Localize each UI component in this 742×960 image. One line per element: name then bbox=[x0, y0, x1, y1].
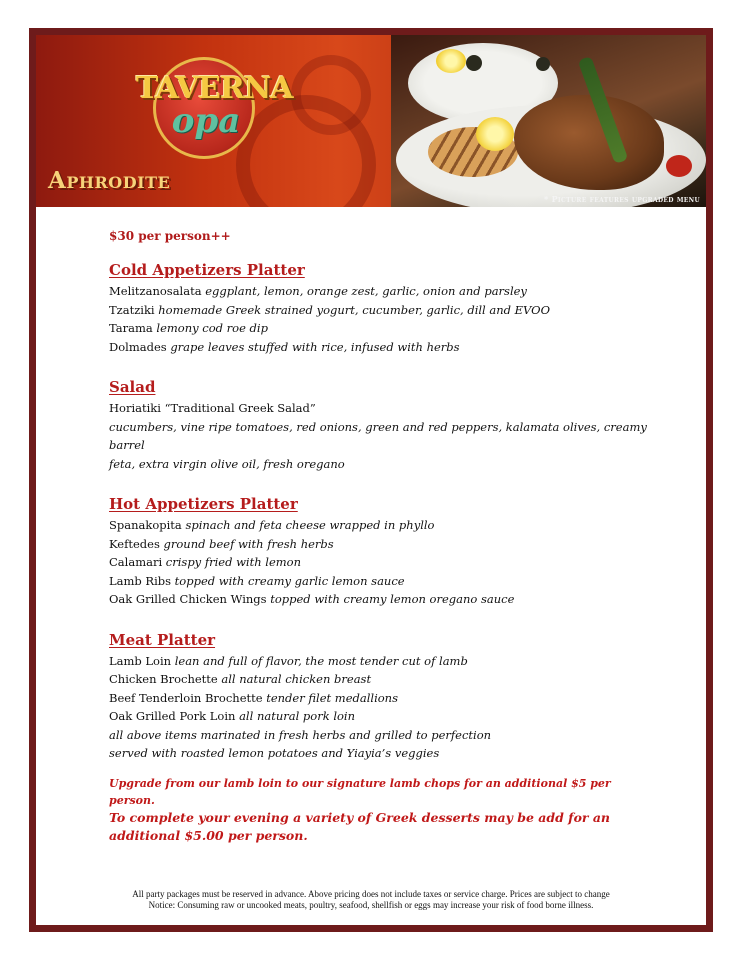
item-desc: lean and full of flavor, the most tender cut of lamb bbox=[174, 653, 468, 668]
menu-item: Horiatiki “Traditional Greek Salad” bbox=[109, 401, 316, 415]
menu-item bbox=[109, 301, 649, 320]
section-meat-platter bbox=[109, 631, 649, 763]
section-title: Meat Platter bbox=[109, 630, 216, 649]
platter-note: all above items marinated in fresh herbs and grilled to perfection bbox=[109, 727, 492, 742]
menu-item bbox=[109, 516, 649, 535]
item-name: Lamb Ribs bbox=[109, 573, 172, 588]
item-name: Keftedes bbox=[109, 536, 160, 551]
item-name: Lamb Loin bbox=[109, 653, 172, 668]
platter-note: served with roasted lemon potatoes and Yiayia’s veggies bbox=[109, 746, 440, 760]
item-name: Tarama bbox=[109, 321, 153, 335]
item-name: Spanakopita bbox=[109, 518, 182, 532]
item-desc: lemony cod roe dip bbox=[156, 321, 268, 335]
menu-item bbox=[109, 572, 649, 591]
item-desc: feta, extra virgin olive oil, fresh oregano bbox=[109, 456, 345, 471]
item-desc: ground beef with fresh herbs bbox=[163, 536, 334, 551]
item-name: Dolmades bbox=[109, 339, 167, 354]
section-salad bbox=[109, 378, 649, 473]
menu-item bbox=[109, 282, 649, 301]
package-name: Aphrodite bbox=[48, 167, 171, 194]
item-name: Oak Grilled Chicken Wings bbox=[109, 592, 267, 606]
menu-item bbox=[109, 535, 649, 554]
photo-note: * Picture features upgraded menu bbox=[544, 194, 700, 204]
item-desc: crispy fried with lemon bbox=[165, 555, 302, 569]
tomato bbox=[666, 155, 692, 177]
item-desc: all natural chicken breast bbox=[221, 672, 372, 686]
section-title: Salad bbox=[109, 378, 156, 396]
section-title: Hot Appetizers Platter bbox=[109, 495, 298, 513]
lemon-wedge bbox=[476, 117, 514, 151]
menu-item bbox=[109, 652, 649, 671]
dessert-note: To complete your evening a variety of Greek desserts may be add for an additional $5.00 per person. bbox=[109, 809, 611, 843]
menu-page bbox=[29, 28, 713, 932]
menu-item bbox=[109, 338, 649, 357]
menu-item bbox=[109, 553, 649, 572]
footer-line: All party packages must be reserved in advance. Above pricing does not include taxes or service charge. Prices are subject to change bbox=[132, 889, 610, 899]
menu-item bbox=[109, 590, 649, 609]
menu-item bbox=[109, 319, 649, 338]
olive bbox=[466, 55, 482, 71]
item-desc: grape leaves stuffed with rice, infused with herbs bbox=[170, 339, 460, 354]
item-desc: eggplant, lemon, orange zest, garlic, onion and parsley bbox=[205, 284, 527, 298]
footer-line: Notice: Consuming raw or uncooked meats, poultry, seafood, shellfish or eggs may increase your risk of food borne illness. bbox=[148, 900, 594, 910]
section-hot-appetizers bbox=[109, 495, 649, 609]
item-desc: spinach and feta cheese wrapped in phyllo bbox=[185, 518, 435, 532]
item-desc: tender filet medallions bbox=[266, 690, 398, 705]
item-desc: topped with creamy garlic lemon sauce bbox=[174, 573, 405, 588]
menu-item bbox=[109, 707, 649, 726]
item-desc: homemade Greek strained yogurt, cucumber, garlic, dill and EVOO bbox=[158, 302, 551, 317]
item-name: Calamari bbox=[109, 555, 163, 569]
item-name: Oak Grilled Pork Loin bbox=[109, 709, 236, 723]
header-banner bbox=[36, 35, 706, 207]
item-name: Chicken Brochette bbox=[109, 672, 218, 686]
section-title: Cold Appetizers Platter bbox=[109, 261, 305, 279]
item-desc: topped with creamy lemon oregano sauce bbox=[270, 592, 515, 606]
footer-disclaimer bbox=[36, 889, 706, 911]
menu-item bbox=[109, 670, 649, 689]
menu-item bbox=[109, 689, 649, 708]
upgrade-note: Upgrade from our lamb loin to our signature lamb chops for an additional $5 per person. bbox=[109, 776, 611, 807]
lemon-wedge bbox=[436, 49, 466, 73]
olive bbox=[536, 57, 550, 71]
item-name: Tzatziki bbox=[109, 302, 155, 317]
item-desc: cucumbers, vine ripe tomatoes, red onions, green and red peppers, kalamata olives, creamy barrel bbox=[109, 419, 647, 452]
logo-script: opa bbox=[171, 101, 241, 141]
item-name: Melitzanosalata bbox=[109, 284, 202, 298]
price-per-person: $30 per person++ bbox=[109, 229, 231, 243]
section-cold-appetizers bbox=[109, 261, 649, 356]
decorative-swirl bbox=[291, 55, 371, 135]
item-desc: all natural pork loin bbox=[239, 709, 356, 723]
menu-content bbox=[109, 229, 649, 845]
logo-wordmark: TAVERNA bbox=[136, 71, 293, 106]
item-name: Beef Tenderloin Brochette bbox=[109, 690, 263, 705]
